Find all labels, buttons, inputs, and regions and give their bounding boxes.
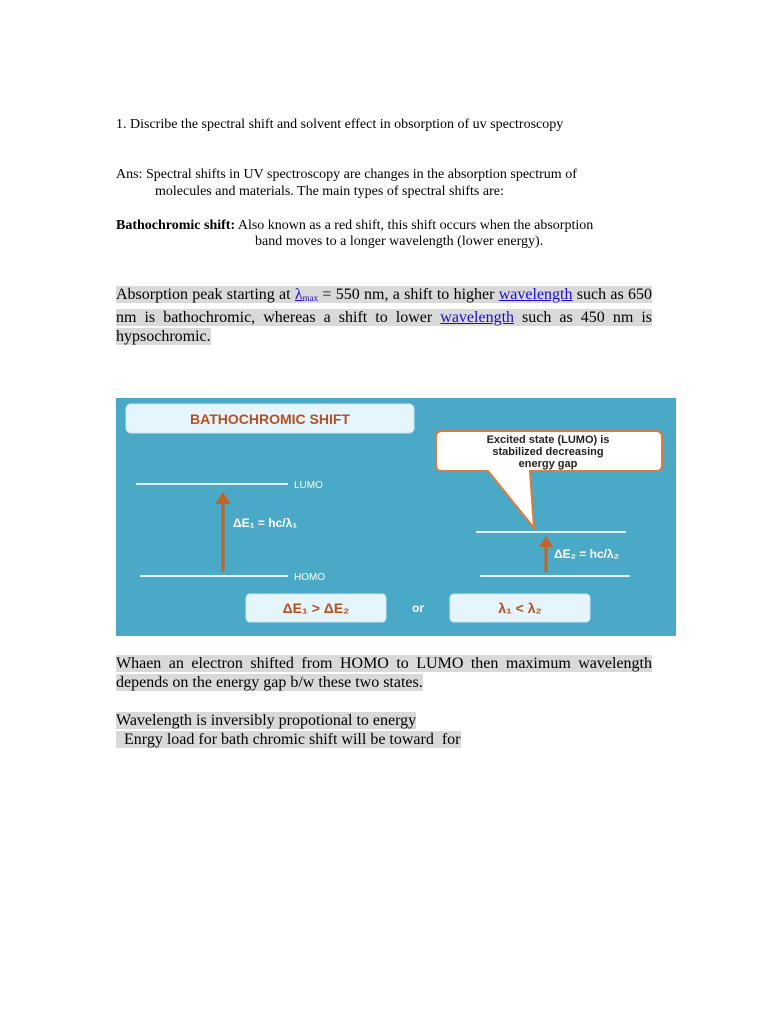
callout-line1: Excited state (LUMO) is [486,434,610,446]
peak-text-part2: = 550 nm, a shift to higher [318,286,499,303]
energy-line-2-text: Enrgy load for bath chromic shift will be toward for [116,731,461,748]
bathochromic-definition-line1: Also known as a red shift, this shift occurs when the absorption [235,218,594,233]
peak-text-part3: such as 650 nm is bathochromic, whereas a shift to lower [116,286,653,326]
callout-line3: energy gap [518,458,578,470]
absorption-peak-paragraph [116,285,652,346]
energy-line-2 [116,730,652,749]
bathochromic-definition-line2: band moves to a longer wavelength (lower energy). [255,234,544,249]
delta-e2-label: ΔE₂ = hc/λ₂ [554,547,619,561]
energy-relation-paragraph [116,711,652,749]
electron-transition-paragraph [116,654,652,692]
peak-text-part4: such as 450 nm is hypsochromic. [116,309,652,345]
energy-line-1-text: Wavelength is inversibly propotional to energy [116,712,417,729]
compare-left-text: ΔE₁ > ΔE₂ [282,600,350,616]
lumo-label: LUMO [294,480,323,491]
or-label: or [412,601,424,615]
compare-right-text: λ₁ < λ₂ [498,600,542,616]
answer-intro-line1: Ans: Spectral shifts in UV spectroscopy are changes in the absorption spectrum of [116,167,577,182]
homo-label: HOMO [294,572,326,583]
lambda-max-link[interactable] [295,286,318,303]
lambda-symbol: λ [294,286,303,303]
bathochromic-definition [116,218,593,234]
wavelength-link-1[interactable]: wavelength [498,286,573,303]
lambda-subscript: max [302,293,319,303]
delta-e1-label: ΔE₁ = hc/λ₁ [233,516,298,530]
electron-transition-text: Whaen an electron shifted from HOMO to LUMO then maximum wavelength depends on the energy gap b/w these two states. [116,655,652,691]
wavelength-link-2[interactable]: wavelength [440,309,515,326]
callout-line2: stabilized decreasing [492,446,604,458]
energy-line-1 [116,711,652,730]
answer-intro-line2: molecules and materials. The main types of spectral shifts are: [155,184,504,199]
figure-title: BATHOCHROMIC SHIFT [190,411,350,427]
bathochromic-term: Bathochromic shift: [116,218,236,233]
bathochromic-shift-figure [116,398,676,636]
peak-text-part1: Absorption peak starting at [116,286,295,303]
question-text: 1. Discribe the spectral shift and solvent effect in obsorption of uv spectroscopy [116,117,564,132]
